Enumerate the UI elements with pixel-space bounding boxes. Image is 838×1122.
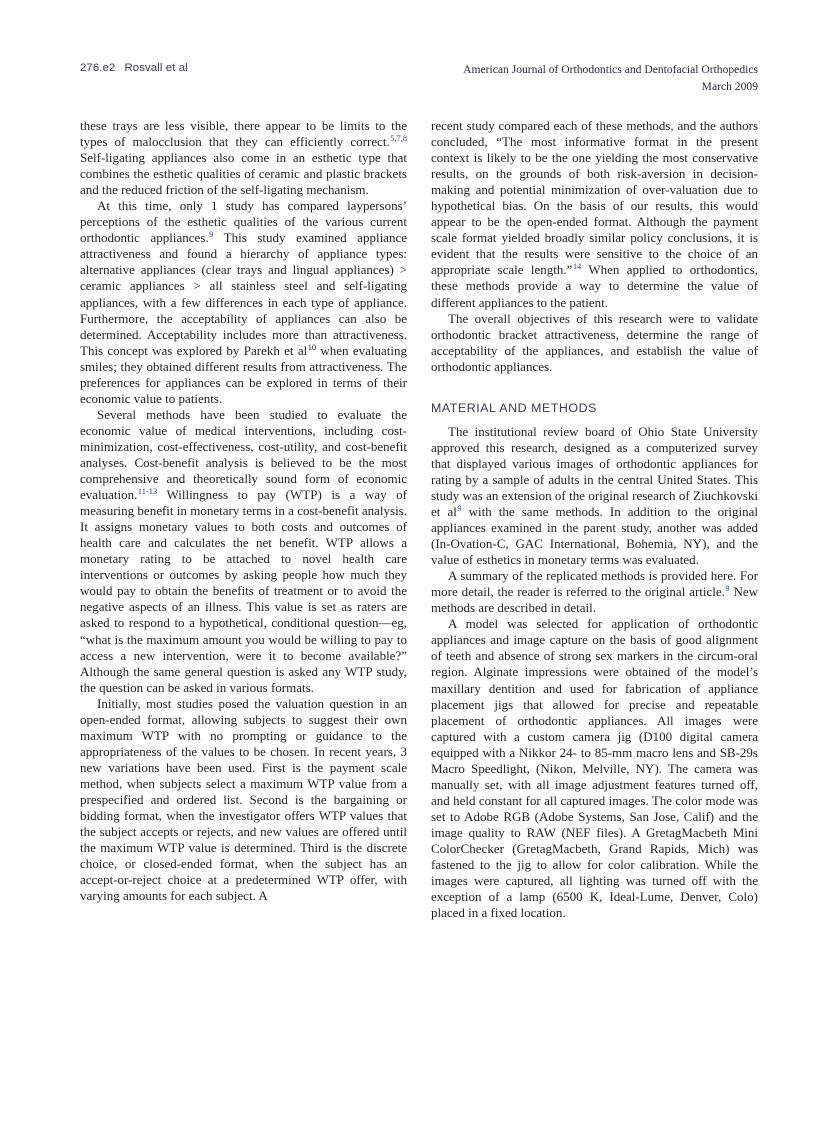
paragraph-text: these trays are less visible, there appear to be limits to the types of malocclusion that they can efficiently correct. (80, 118, 407, 150)
citation-ref[interactable]: 11-13 (137, 487, 158, 497)
paragraph-text: when evaluating smiles; they obtained different results from attractiveness. The preferences for appliances can be explored in terms of their economic value to patients. (80, 342, 407, 406)
paragraph-right-3 (431, 424, 758, 568)
body-columns (80, 118, 758, 1068)
paragraph-text: Willingness to pay (WTP) is a way of measuring benefit in monetary terms in a cost-benefit analysis. It assigns monetary values to both costs and outcomes of health care and calculates the net benefit. WTP allows a monetary rating to be attached to novel health care interventions or outcomes by asking people how much they would pay to obtain the benefits of treatment or to avoid the negative aspects of an illness. This value is set as raters are asked to respond to a hypothetical, conditional question—eg, “what is the maximum amount you would be willing to pay to access a new intervention, were it to become available?” Although the same general question is asked any WTP study, the question can be asked in various formats. (80, 487, 407, 695)
paragraph-text: with the same methods. In addition to the original appliances examined in the parent study, another was added (In-Ovation-C, GAC International, Bohemia, NY), and the value of esthetics in monetary terms was evaluated. (431, 503, 759, 568)
paragraph-text: Self-ligating appliances also come in an esthetic type that combines the esthetic qualities of ceramic and plastic brackets and the reduced friction of the self-ligating mechanism. (80, 150, 407, 198)
paragraph-right-1 (431, 118, 758, 311)
paragraph-text: This study examined appliance attractiveness and found a hierarchy of appliance types: alternative appliances (clear trays and lingual appliances) > ceramic appliances > all stainless steel and self-ligating appliances, with a few differences in each type of appliance. Furthermore, the acceptability of appliances can also be determined. Acceptability includes more than attractiveness. This concept was explored by Parekh et al (80, 230, 407, 358)
paragraph-right-5: A model was selected for application of orthodontic appliances and image capture on the basis of good alignment of teeth and absence of strong sex markers in the circum-oral region. Alginate impressions were obtained of the model’s maxillary dentition and used for fabrication of appliance placement jigs that allowed for precise and repeatable placement of orthodontic appliances. All images were captured with a custom camera jig (D100 digital camera equipped with a Nikkor 24- to 85-mm macro lens and SB-29s Macro Speedlight, (Nikon, Melville, NY). The camera was manually set, with all image adjustment features turned off, and held constant for all captured images. The color mode was set to Adobe RGB (Adobe Systems, San Jose, Calif) and the image quality to RAW (NEF files). A GretagMacbeth Mini ColorChecker (GretagMacbeth, Grand Rapids, Mich) was fastened to the jig to allow for color calibration. While the images were captured, all lighting was turned off with the exception of a lamp (6500 K, Ideal-Lume, Denver, Colo) placed in a fixed location. (431, 616, 758, 921)
paragraph-left-2 (80, 198, 407, 407)
paragraph-left-4: Initially, most studies posed the valuation question in an open-ended format, allowing subjects to suggest their own maximum WTP with no prompting or guidance to the appropriateness of the values to be chosen. In recent years, 3 new variations have been used. First is the payment scale method, when subjects select a maximum WTP value from a prespecified and ordered list. Second is the bargaining or bidding format, when the investigator offers WTP values that the subject accepts or rejects, and new values are offered until the maximum WTP value is determined. Third is the discrete choice, or closed-ended format, when the subject has an accept-or-reject choice at a predetermined WTP offer, with varying amounts for each subject. A (80, 695, 407, 904)
citation-ref[interactable]: 9 (725, 584, 730, 594)
paragraph-text: recent study compared each of these methods, and the authors concluded, “The most informative format in the present context is likely to be the one yielding the most conservative results, on the grounds of both risk-aversion in decision-making and potential minimization of over-valuation due to hypothetical bias. On the basis of our results, this would appear to be the open-ended format. Although the payment scale format yielded broadly similar policy conclusions, it is evident that the results were sensitive to the choice of an appropriate scale length.” (431, 118, 758, 278)
paragraph-text: A summary of the replicated methods is provided here. For more detail, the reader is referred to the original article. (431, 568, 758, 600)
column-right (431, 118, 758, 1068)
running-head-left (80, 62, 188, 74)
column-left (80, 118, 407, 1068)
paragraph-text: Several methods have been studied to evaluate the economic value of medical interventions, including cost-minimization, cost-effectiveness, cost-utility, and cost-benefit analyses. Cost-benefit analysis is believed to be the most comprehensive and theoretically sound form of economic evaluation. (80, 406, 407, 503)
paragraph-text: When applied to orthodontics, these methods provide a way to determine the value of different appliances to the patient. (431, 262, 758, 310)
paragraph-right-2: The overall objectives of this research were to validate orthodontic bracket attractiveness, determine the range of acceptability of the appliances, and establish the value of orthodontic appliances. (431, 310, 758, 374)
citation-ref[interactable]: 9 (457, 503, 462, 513)
citation-ref[interactable]: 5,7,8 (390, 134, 407, 144)
citation-ref[interactable]: 10 (307, 342, 317, 352)
section-heading-material-and-methods: MATERIAL AND METHODS (431, 400, 597, 415)
section-spacer-top (431, 375, 758, 401)
citation-ref[interactable]: 9 (209, 230, 214, 240)
paragraph-left-1 (80, 118, 407, 198)
running-head-authors: Rosvall et al (124, 62, 188, 74)
journal-title: American Journal of Orthodontics and Dentofacial Orthopedics (463, 63, 758, 76)
paragraph-right-4 (431, 568, 758, 616)
section-spacer-bottom (431, 415, 758, 424)
paragraph-left-3 (80, 407, 407, 696)
paragraph-text: At this time, only 1 study has compared laypersons’ perceptions of the esthetic qualities of the various current orthodontic appliances. (80, 198, 407, 246)
paragraph-text: New methods are described in detail. (431, 584, 759, 616)
issue-date: March 2009 (701, 79, 758, 93)
page-folio: 276.e2 (80, 62, 116, 74)
running-head-right (463, 62, 758, 96)
paragraph-text: The institutional review board of Ohio State University approved this research, designed as a computerized survey that displayed various images of orthodontic appliances for rating by a sample of adults in the central United States. This study was an extension of the original research of Ziuchkovski et al (431, 423, 758, 519)
running-head (80, 62, 758, 96)
citation-ref[interactable]: 14 (572, 262, 582, 272)
